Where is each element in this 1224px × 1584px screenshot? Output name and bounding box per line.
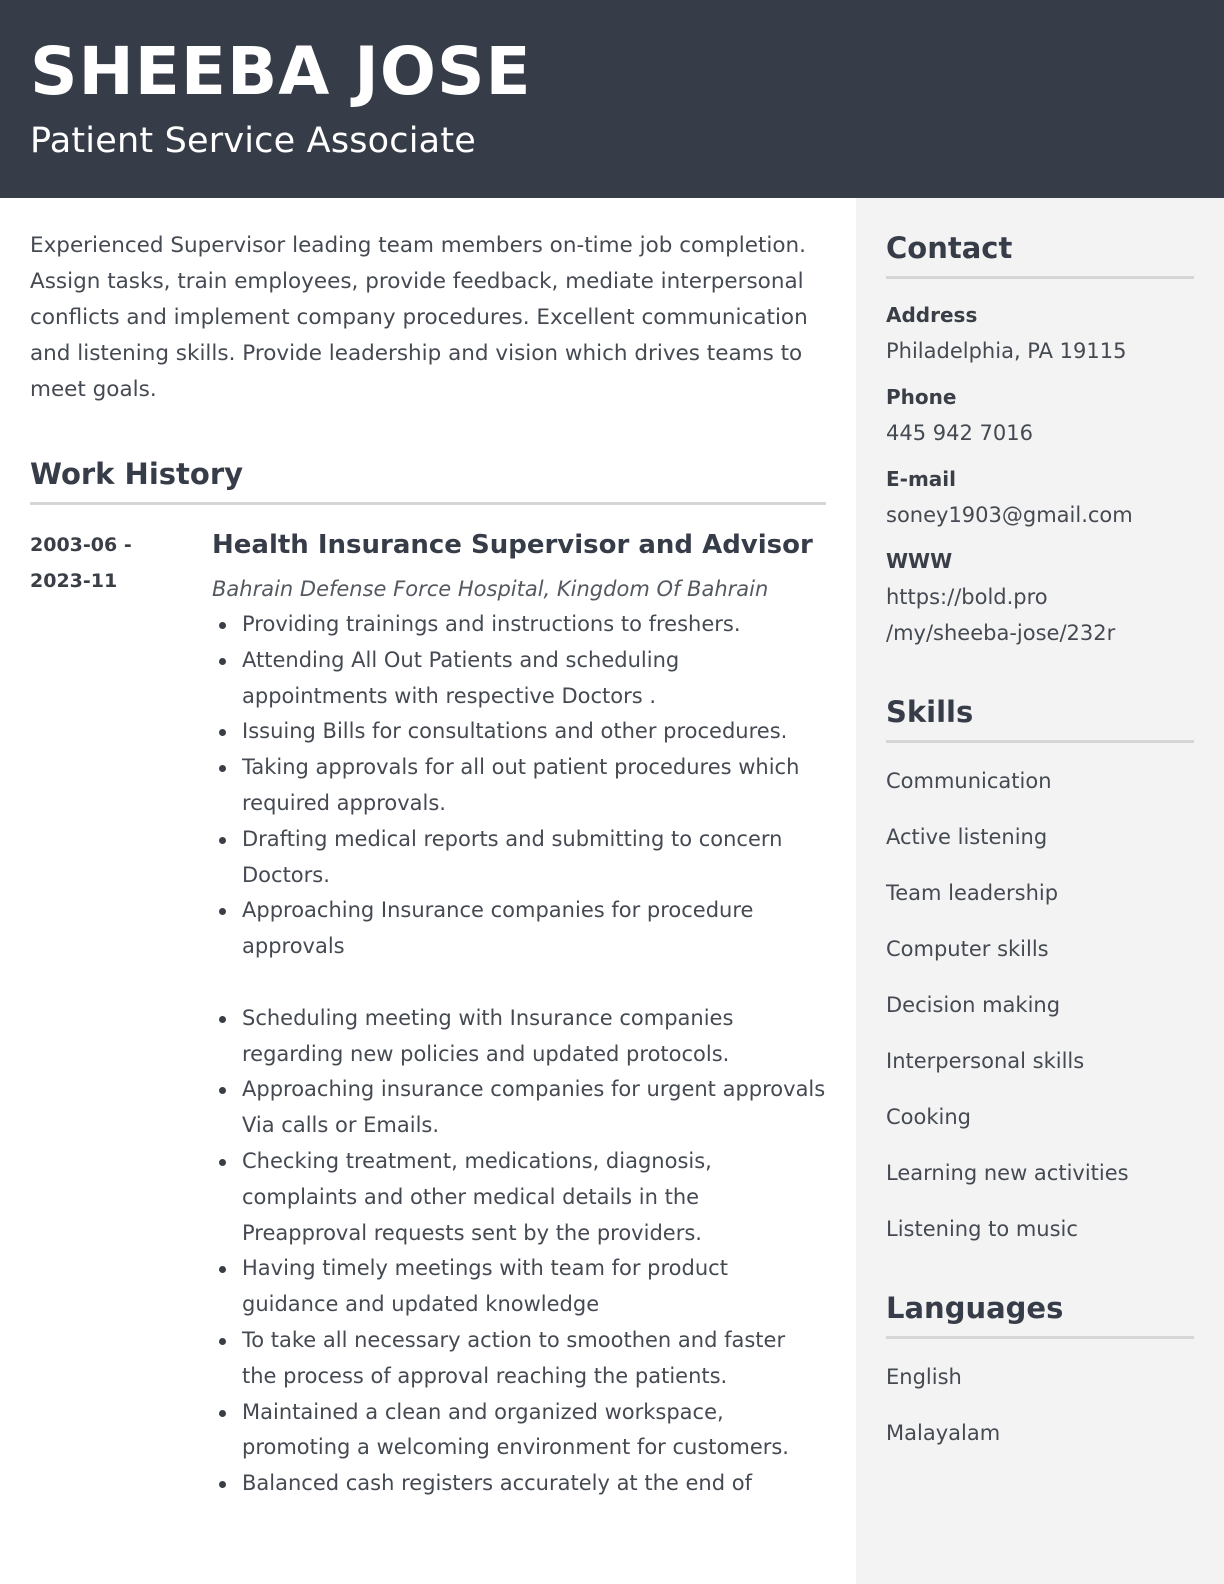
skills-section [886, 692, 1194, 1247]
job-duty: Approaching Insurance companies for procedure approvals [212, 893, 826, 965]
job-date-start: 2003-06 - [30, 534, 132, 556]
skill-item: Cooking [886, 1105, 971, 1129]
job-company: Bahrain Defense Force Hospital, Kingdom Of Bahrain [212, 577, 769, 601]
skill-item: Team leadership [886, 881, 1059, 905]
work-history-heading: Work History [30, 454, 826, 505]
job-duty: Checking treatment, medications, diagnosis, complaints and other medical details in the Preapproval requests sent by the providers. [212, 1144, 826, 1251]
job-duty: To take all necessary action to smoothen and faster the process of approval reaching the patients. [212, 1323, 826, 1395]
job-duty: Maintained a clean and organized workspace, promoting a welcoming environment for customers. [212, 1395, 826, 1467]
skill-item: Listening to music [886, 1217, 1078, 1241]
job-date-end: 2023-11 [30, 570, 118, 592]
phone-value: 445 942 7016 [886, 421, 1033, 445]
contact-section [886, 228, 1194, 651]
job-entry [30, 527, 826, 1502]
job-duty: Drafting medical reports and submitting to concern Doctors. [212, 822, 826, 894]
skill-item: Communication [886, 769, 1052, 793]
professional-summary: Experienced Supervisor leading team members on-time job completion. Assign tasks, train employees, provide feedback, mediate interpersonal conflicts and implement company procedures. Excellent communication and listening skills. Provide leadership and vision which drives teams to meet goals. [30, 233, 808, 402]
job-duty: Taking approvals for all out patient procedures which required approvals. [212, 750, 826, 822]
candidate-title: Patient Service Associate [30, 121, 476, 161]
job-duty: Providing trainings and instructions to freshers. [212, 607, 826, 643]
job-dates [30, 527, 180, 599]
skill-item: Learning new activities [886, 1161, 1129, 1185]
address-value: Philadelphia, PA 19115 [886, 339, 1127, 363]
job-duty: Approaching insurance companies for urgent approvals Via calls or Emails. [212, 1072, 826, 1144]
www-link-line1[interactable]: https://bold.pro [886, 585, 1048, 609]
email-label: E-mail [886, 467, 957, 491]
job-duty: Balanced cash registers accurately at the end of [212, 1466, 826, 1502]
job-duty: Having timely meetings with team for product guidance and updated knowledge [212, 1251, 826, 1323]
skill-item: Active listening [886, 825, 1048, 849]
address-label: Address [886, 303, 978, 327]
www-label: WWW [886, 549, 953, 573]
skills-heading: Skills [886, 692, 1194, 743]
main-column [30, 228, 826, 1502]
phone-label: Phone [886, 385, 957, 409]
email-value[interactable]: soney1903@gmail.com [886, 503, 1133, 527]
resume-header [0, 0, 1224, 198]
languages-heading: Languages [886, 1288, 1194, 1339]
job-duties-list [212, 607, 826, 1502]
job-role: Health Insurance Supervisor and Advisor [212, 530, 813, 560]
language-item: Malayalam [886, 1421, 1001, 1445]
skill-item: Interpersonal skills [886, 1049, 1085, 1073]
job-duty: Issuing Bills for consultations and other procedures. [212, 714, 826, 750]
job-duty: Scheduling meeting with Insurance companies regarding new policies and updated protocols. [212, 1001, 826, 1073]
skill-item: Computer skills [886, 937, 1049, 961]
candidate-name: SHEEBA JOSE [30, 33, 532, 110]
job-body [212, 527, 826, 1502]
languages-section [886, 1288, 1194, 1451]
contact-heading: Contact [886, 228, 1194, 279]
job-duty: Attending All Out Patients and scheduling appointments with respective Doctors . [212, 643, 826, 715]
language-item: English [886, 1365, 962, 1389]
skill-item: Decision making [886, 993, 1061, 1017]
www-link-line2[interactable]: /my/sheeba-jose/232r [886, 621, 1116, 645]
